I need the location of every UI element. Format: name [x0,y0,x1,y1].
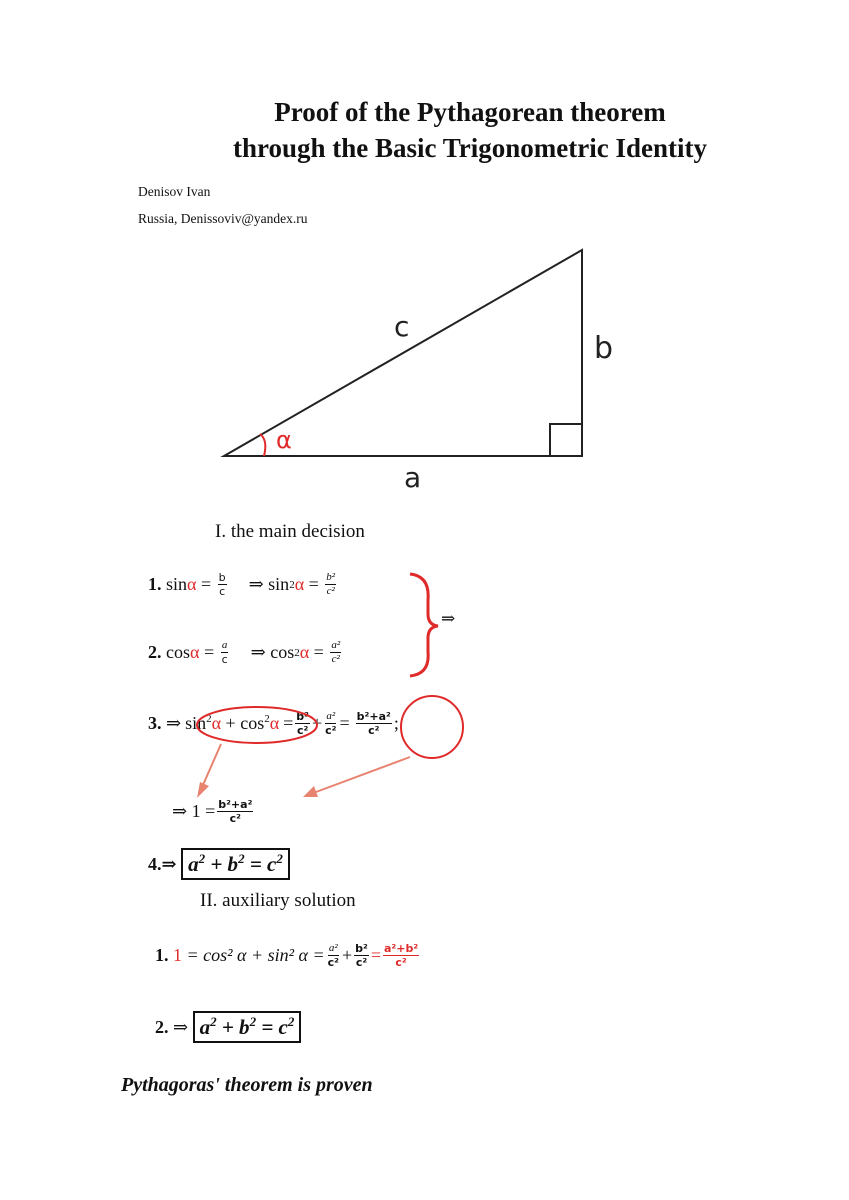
fraction-sum-over-c2: $\frac{\text{b²+a²}}{\text{c²}}$ [218,798,253,825]
step2-cos: 2. cos α = $\frac{a}{c}$ ⇒ cos 2 α = $\frac{\text{a²}}{\text{c²}}$ [148,639,341,666]
conclusion: Pythagoras' theorem is proven [121,1074,373,1096]
fraction-sum-over-c2: $\frac{\text{b²+a²}}{\text{c²}}$ [356,710,391,737]
step1-sin: 1. sin α = $\frac{b}{c}$ ⇒ sin 2 α = $\frac{\text{b²}}{\text{c²}}$ [148,571,336,598]
fraction-b2-over-c2: $\frac{\text{b²}}{\text{c²}}$ [326,571,336,597]
boxed-theorem: $a^2 + b^2 = c^2$ [181,848,290,880]
author-affiliation: Russia, Denissoviv@yandex.ru [138,211,308,226]
step-number: 1. [155,945,169,965]
implies-arrow: ⇒ [441,609,456,628]
cos-label: cos [166,642,190,662]
red-ellipse [197,707,317,743]
boxed-theorem: $a^2 + b^2 = c^2$ [193,1011,302,1043]
paper-title-line1: Proof of the Pythagorean theorem [274,97,666,127]
fraction-b2-over-c2: $\frac{\text{b²}}{\text{c²}}$ [355,942,368,969]
step4-result: 4. ⇒ $a^2 + b^2 = c^2$ [148,848,290,880]
sin-cos-sum: $\sin^2\alpha + \cos^2\alpha$ [185,713,280,733]
aux-step1: 1. 1 = cos² α + sin² α = $\frac{\text{a²}}{\text{c²}}$ + $\frac{\text{b²}}{\text{c²}}$ = $\frac{\text{a²+b²}}{\text{c²}}$ [155,942,419,969]
side-c-label: c [394,310,410,343]
author-name: Denisov Ivan [138,184,211,199]
fraction-b-over-c: $\frac{b}{c}$ [218,571,226,598]
result-line: ⇒ 1 = $\frac{\text{b²+a²}}{\text{c²}}$ [172,798,253,825]
step-number: 4. [148,853,162,874]
step-number: 3. [148,713,162,733]
fraction-a2-over-c2: $\frac{\text{a²}}{\text{c²}}$ [327,942,339,969]
sin-label: sin [166,574,188,594]
fraction-a2-over-c2: $\frac{\text{a²}}{\text{c²}}$ [325,710,337,737]
step-number: 2. [155,1016,169,1037]
sin-squared-label: ⇒ sin [248,574,290,594]
red-circle [401,696,463,758]
alpha-symbol: α [190,642,200,662]
angle-alpha-label: α [276,426,292,454]
alpha-symbol: α [187,574,197,594]
fraction-a2-over-c2: $\frac{\text{a²}}{\text{c²}}$ [331,639,341,665]
section-heading-main: I. the main decision [215,521,365,542]
step-number: 1. [148,574,162,594]
step-number: 2. [148,642,162,662]
side-b-label: b [594,331,614,366]
cos-squared-label: ⇒ cos [250,642,295,662]
fraction-a-over-c: $\frac{a}{c}$ [221,639,228,666]
side-a-label: a [404,461,422,494]
paper-title-line2: through the Basic Trigonometric Identity [233,133,707,163]
arrow-left [203,744,221,785]
fraction-sum-over-c2: $\frac{\text{a²+b²}}{\text{c²}}$ [384,942,419,969]
step3-identity: 3. ⇒ $\sin^2\alpha + \cos^2\alpha$ = $\frac{\text{b²}}{\text{c²}}$ + $\frac{\text{a²}}{\text{c²}}$ = $\frac{\text{b²+a²}}{\text{c²}}$ ; [148,710,399,737]
aux-step2: 2. ⇒ $a^2 + b^2 = c^2$ [155,1011,301,1043]
arrow-right [316,757,410,792]
section-heading-aux: II. auxiliary solution [200,890,356,911]
fraction-b2-over-c2: $\frac{\text{b²}}{\text{c²}}$ [296,710,309,737]
